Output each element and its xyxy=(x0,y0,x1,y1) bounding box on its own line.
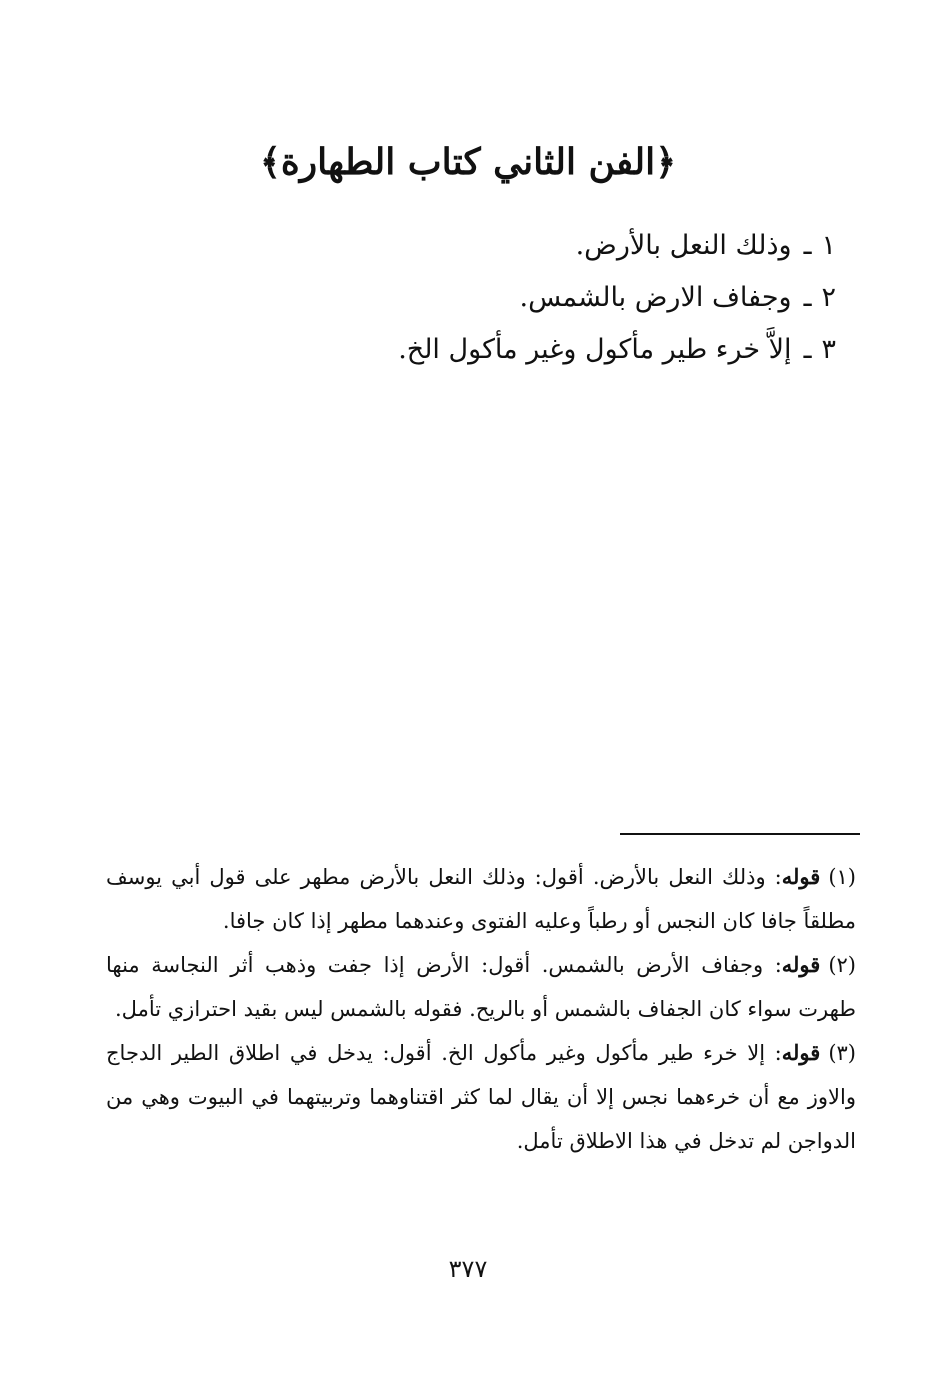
main-item-text: وذلك النعل بالأرض. xyxy=(575,230,792,261)
main-item-text: إلاَّ خرء طير مأكول وغير مأكول الخ. xyxy=(398,334,792,365)
main-item-dash: ـ xyxy=(803,334,812,365)
main-item xyxy=(136,272,836,324)
main-item xyxy=(136,324,836,376)
footnote-keyword: قوله xyxy=(781,952,821,977)
main-item-dash: ـ xyxy=(803,282,812,313)
main-item-dash: ـ xyxy=(803,230,812,261)
footnote-separator xyxy=(620,833,860,835)
footnote-text: : وجفاف الأرض بالشمس. أقول: الأرض إذا جفت وذهب أثر النجاسة منها طهرت سواء كان الجفاف بالشمس أو بالريح. فقوله بالشمس ليس بقيد احترازي تأمل. xyxy=(106,953,856,1021)
main-item-text: وجفاف الارض بالشمس. xyxy=(519,282,792,313)
footnote xyxy=(106,943,856,1031)
footnote-text: : إلا خرء طير مأكول وغير مأكول الخ. أقول: يدخل في اطلاق الطير الدجاج والاوز مع أن خرءهما نجس إلا أن يقال لما كثر اقتناوهما وتربيتهما في البيوت وهي من الدواجن لم تدخل في هذا الاطلاق تأمل. xyxy=(106,1041,856,1153)
main-item xyxy=(136,220,836,272)
footnote-keyword: قوله xyxy=(781,864,821,889)
footnote-number: (٣) xyxy=(828,1041,856,1065)
footnote xyxy=(106,1031,856,1163)
footnotes-section xyxy=(106,855,856,1163)
title-text: الفن الثاني كتاب الطهارة xyxy=(280,141,656,183)
footnote-text: : وذلك النعل بالأرض. أقول: وذلك النعل بالأرض مطهر على قول أبي يوسف مطلقاً جافا كان النجس أو رطباً وعليه الفتوى وعندهما مطهر إذا كان جافا. xyxy=(106,865,856,933)
main-item-number: ١ xyxy=(821,230,836,261)
footnote-number: (٢) xyxy=(828,953,856,977)
footnote xyxy=(106,855,856,943)
page-number: ٣٧٧ xyxy=(448,1255,488,1283)
footnote-number: (١) xyxy=(828,865,856,889)
main-item-number: ٢ xyxy=(821,282,836,313)
title-open-ornament: ﴿ xyxy=(655,141,677,183)
footnote-keyword: قوله xyxy=(781,1040,821,1065)
title-close-ornament: ﴾ xyxy=(259,141,281,183)
main-text-list xyxy=(136,220,836,376)
page-title xyxy=(0,136,936,188)
main-item-number: ٣ xyxy=(821,334,836,365)
